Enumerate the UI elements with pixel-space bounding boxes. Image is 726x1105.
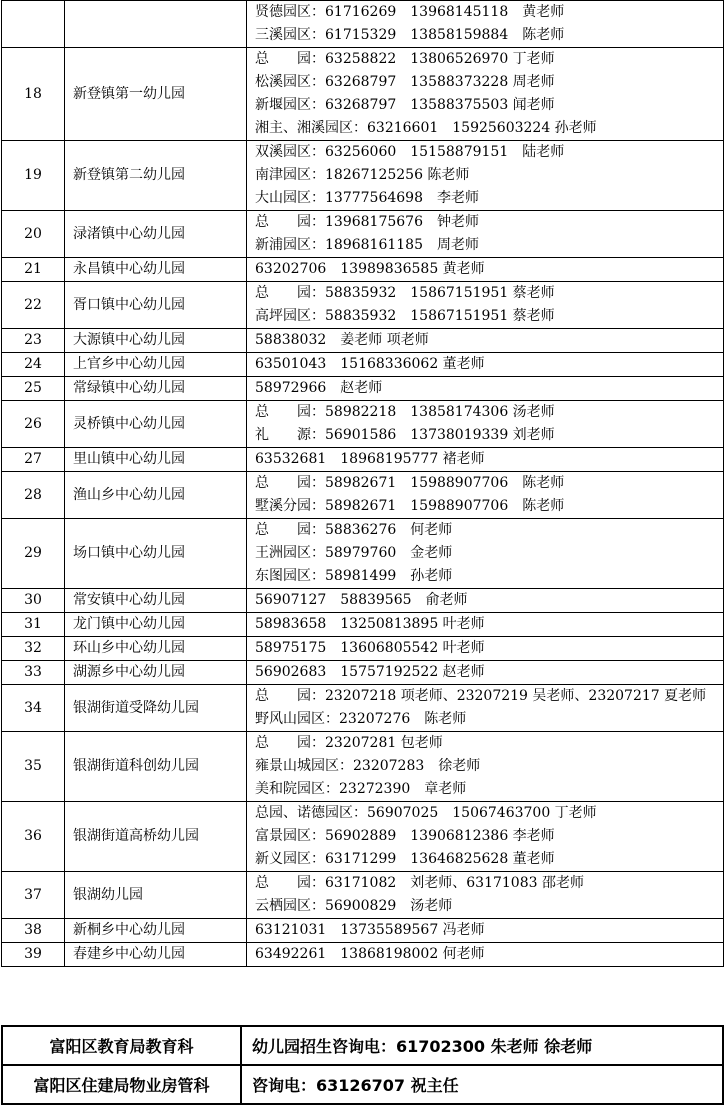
- table-row: [2, 589, 724, 613]
- footer-row-education: [2, 1026, 723, 1065]
- row-number: 19: [2, 141, 65, 211]
- table-row: [2, 661, 724, 685]
- kindergarten-name: 春建乡中心幼儿园: [65, 943, 247, 967]
- footer-value-education: 幼儿园招生咨询电：61702300 朱老师 徐老师: [241, 1026, 723, 1065]
- kindergarten-name: 银湖街道高桥幼儿园: [65, 802, 247, 872]
- contact-line: 大山园区：13777564698 李老师: [255, 190, 479, 206]
- contact-line: 63202706 13989836585 黄老师: [255, 261, 485, 277]
- table-row: [2, 613, 724, 637]
- contact-info: [247, 732, 724, 802]
- contact-line: 双溪园区：63256060 15158879151 陆老师: [255, 144, 565, 160]
- kindergarten-name: 胥口镇中心幼儿园: [65, 282, 247, 329]
- row-number: 32: [2, 637, 65, 661]
- kindergarten-name: 湖源乡中心幼儿园: [65, 661, 247, 685]
- contact-info: [247, 589, 724, 613]
- table-row: [2, 802, 724, 872]
- contact-line: 新浦园区：18968161185 周老师: [255, 237, 479, 253]
- table-row: [2, 258, 724, 282]
- contact-info: [247, 872, 724, 919]
- contact-line: 58975175 13606805542 叶老师: [255, 640, 485, 656]
- contact-info: [247, 1, 724, 48]
- row-number: 29: [2, 519, 65, 589]
- row-number: 22: [2, 282, 65, 329]
- table-row: [2, 401, 724, 448]
- contact-line: 58983658 13250813895 叶老师: [255, 616, 485, 632]
- row-number: 24: [2, 353, 65, 377]
- table-row: [2, 282, 724, 329]
- kindergarten-name: 新登镇第二幼儿园: [65, 141, 247, 211]
- contact-line: 湘主、湘溪园区：63216601 15925603224 孙老师: [255, 120, 597, 136]
- contact-info: [247, 943, 724, 967]
- table-row: [2, 519, 724, 589]
- table-row: [2, 377, 724, 401]
- kindergarten-name: 环山乡中心幼儿园: [65, 637, 247, 661]
- contact-line: 三溪园区：61715329 13858159884 陈老师: [255, 27, 565, 43]
- table-row: [2, 732, 724, 802]
- contact-line: 总 园：63258822 13806526970 丁老师: [255, 51, 555, 67]
- kindergarten-name: 渔山乡中心幼儿园: [65, 472, 247, 519]
- footer-row-housing: [2, 1065, 723, 1104]
- contact-info: [247, 472, 724, 519]
- contact-info: [247, 353, 724, 377]
- kindergarten-name: 上官乡中心幼儿园: [65, 353, 247, 377]
- table-row: [2, 48, 724, 141]
- kindergarten-name: 新登镇第一幼儿园: [65, 48, 247, 141]
- row-number: 26: [2, 401, 65, 448]
- contact-line: 礼 源：56901586 13738019339 刘老师: [255, 427, 555, 443]
- row-number: 30: [2, 589, 65, 613]
- contact-line: 新义园区：63171299 13646825628 董老师: [255, 851, 555, 867]
- contact-line: 58838032 姜老师 项老师: [255, 332, 429, 348]
- row-number: 36: [2, 802, 65, 872]
- row-number: 21: [2, 258, 65, 282]
- row-number: 25: [2, 377, 65, 401]
- contact-info: [247, 613, 724, 637]
- row-number: 34: [2, 685, 65, 732]
- kindergarten-name: 灵桥镇中心幼儿园: [65, 401, 247, 448]
- contact-line: 东图园区：58981499 孙老师: [255, 568, 453, 584]
- contact-info: [247, 802, 724, 872]
- table-row: [2, 872, 724, 919]
- table-row: [2, 637, 724, 661]
- contact-line: 总 园：13968175676 钟老师: [255, 214, 479, 230]
- contact-line: 总园、诺德园区：56907025 15067463700 丁老师: [255, 805, 597, 821]
- contact-line: 新堰园区：63268797 13588375503 闻老师: [255, 97, 555, 113]
- contact-line: 63532681 18968195777 褚老师: [255, 451, 485, 467]
- kindergarten-name: 场口镇中心幼儿园: [65, 519, 247, 589]
- footer-dept-housing: 富阳区住建局物业房管科: [2, 1065, 241, 1104]
- contact-info: [247, 329, 724, 353]
- contact-line: 总 园：58836276 何老师: [255, 522, 453, 538]
- contact-info: [247, 637, 724, 661]
- contact-line: 56907127 58839565 俞老师: [255, 592, 468, 608]
- contact-line: 富景园区：56902889 13906812386 李老师: [255, 828, 555, 844]
- contact-line: 56902683 15757192522 赵老师: [255, 664, 485, 680]
- table-row: [2, 943, 724, 967]
- table-row: [2, 448, 724, 472]
- contact-info: [247, 48, 724, 141]
- row-number: 33: [2, 661, 65, 685]
- table-row: [2, 472, 724, 519]
- contact-info: [247, 211, 724, 258]
- contact-line: 野风山园区：23207276 陈老师: [255, 711, 467, 727]
- kindergarten-name: 银湖幼儿园: [65, 872, 247, 919]
- kindergarten-name: 永昌镇中心幼儿园: [65, 258, 247, 282]
- contact-line: 美和院园区：23272390 章老师: [255, 781, 467, 797]
- kindergarten-name: 大源镇中心幼儿园: [65, 329, 247, 353]
- contact-line: 58972966 赵老师: [255, 380, 383, 396]
- contact-info: [247, 141, 724, 211]
- kindergarten-name: [65, 1, 247, 48]
- footer-dept-education: 富阳区教育局教育科: [2, 1026, 241, 1065]
- row-number: 39: [2, 943, 65, 967]
- table-row: [2, 211, 724, 258]
- contact-line: 雍景山城园区：23207283 徐老师: [255, 758, 481, 774]
- row-number: 20: [2, 211, 65, 258]
- kindergarten-name: 新桐乡中心幼儿园: [65, 919, 247, 943]
- contact-line: 总 园：23207281 包老师: [255, 735, 443, 751]
- contact-line: 贤德园区：61716269 13968145118 黄老师: [255, 4, 565, 20]
- table-row: [2, 141, 724, 211]
- contact-info: [247, 448, 724, 472]
- row-number: 18: [2, 48, 65, 141]
- row-number: 27: [2, 448, 65, 472]
- contact-info: [247, 377, 724, 401]
- row-number: 23: [2, 329, 65, 353]
- contact-line: 总 园：58982218 13858174306 汤老师: [255, 404, 555, 420]
- contact-line: 63492261 13868198002 何老师: [255, 946, 485, 962]
- contact-info: [247, 258, 724, 282]
- kindergarten-name: 银湖街道受降幼儿园: [65, 685, 247, 732]
- contact-line: 总 园：58982671 15988907706 陈老师: [255, 475, 565, 491]
- kindergarten-name: 里山镇中心幼儿园: [65, 448, 247, 472]
- kindergarten-name: 渌渚镇中心幼儿园: [65, 211, 247, 258]
- row-number: [2, 1, 65, 48]
- contact-line: 高坪园区：58835932 15867151951 蔡老师: [255, 308, 555, 324]
- row-number: 38: [2, 919, 65, 943]
- table-row: [2, 919, 724, 943]
- kindergarten-contact-table: [1, 0, 724, 967]
- contact-info: [247, 519, 724, 589]
- table-body: [2, 1, 724, 967]
- contact-line: 墅溪分园：58982671 15988907706 陈老师: [255, 498, 565, 514]
- contact-line: 南津园区：18267125256 陈老师: [255, 167, 470, 183]
- row-number: 35: [2, 732, 65, 802]
- contact-info: [247, 401, 724, 448]
- contact-line: 松溪园区：63268797 13588373228 周老师: [255, 74, 555, 90]
- table-row: [2, 329, 724, 353]
- contact-line: 63121031 13735589567 冯老师: [255, 922, 485, 938]
- consultation-footer-table: [1, 1025, 724, 1105]
- contact-line: 云栖园区：56900829 汤老师: [255, 898, 453, 914]
- row-number: 37: [2, 872, 65, 919]
- contact-line: 总 园：63171082 刘老师、63171083 邵老师: [255, 875, 584, 891]
- row-number: 28: [2, 472, 65, 519]
- table-row: [2, 1, 724, 48]
- contact-line: 王洲园区：58979760 金老师: [255, 545, 453, 561]
- contact-info: [247, 919, 724, 943]
- contact-line: 63501043 15168336062 董老师: [255, 356, 485, 372]
- contact-info: [247, 685, 724, 732]
- kindergarten-name: 龙门镇中心幼儿园: [65, 613, 247, 637]
- table-row: [2, 353, 724, 377]
- footer-value-housing: 咨询电：63126707 祝主任: [241, 1065, 723, 1104]
- contact-line: 总 园：23207218 项老师、23207219 吴老师、23207217 夏老师: [255, 688, 707, 704]
- row-number: 31: [2, 613, 65, 637]
- kindergarten-name: 常安镇中心幼儿园: [65, 589, 247, 613]
- table-row: [2, 685, 724, 732]
- contact-line: 总 园：58835932 15867151951 蔡老师: [255, 285, 555, 301]
- kindergarten-name: 银湖街道科创幼儿园: [65, 732, 247, 802]
- kindergarten-name: 常绿镇中心幼儿园: [65, 377, 247, 401]
- contact-info: [247, 661, 724, 685]
- contact-info: [247, 282, 724, 329]
